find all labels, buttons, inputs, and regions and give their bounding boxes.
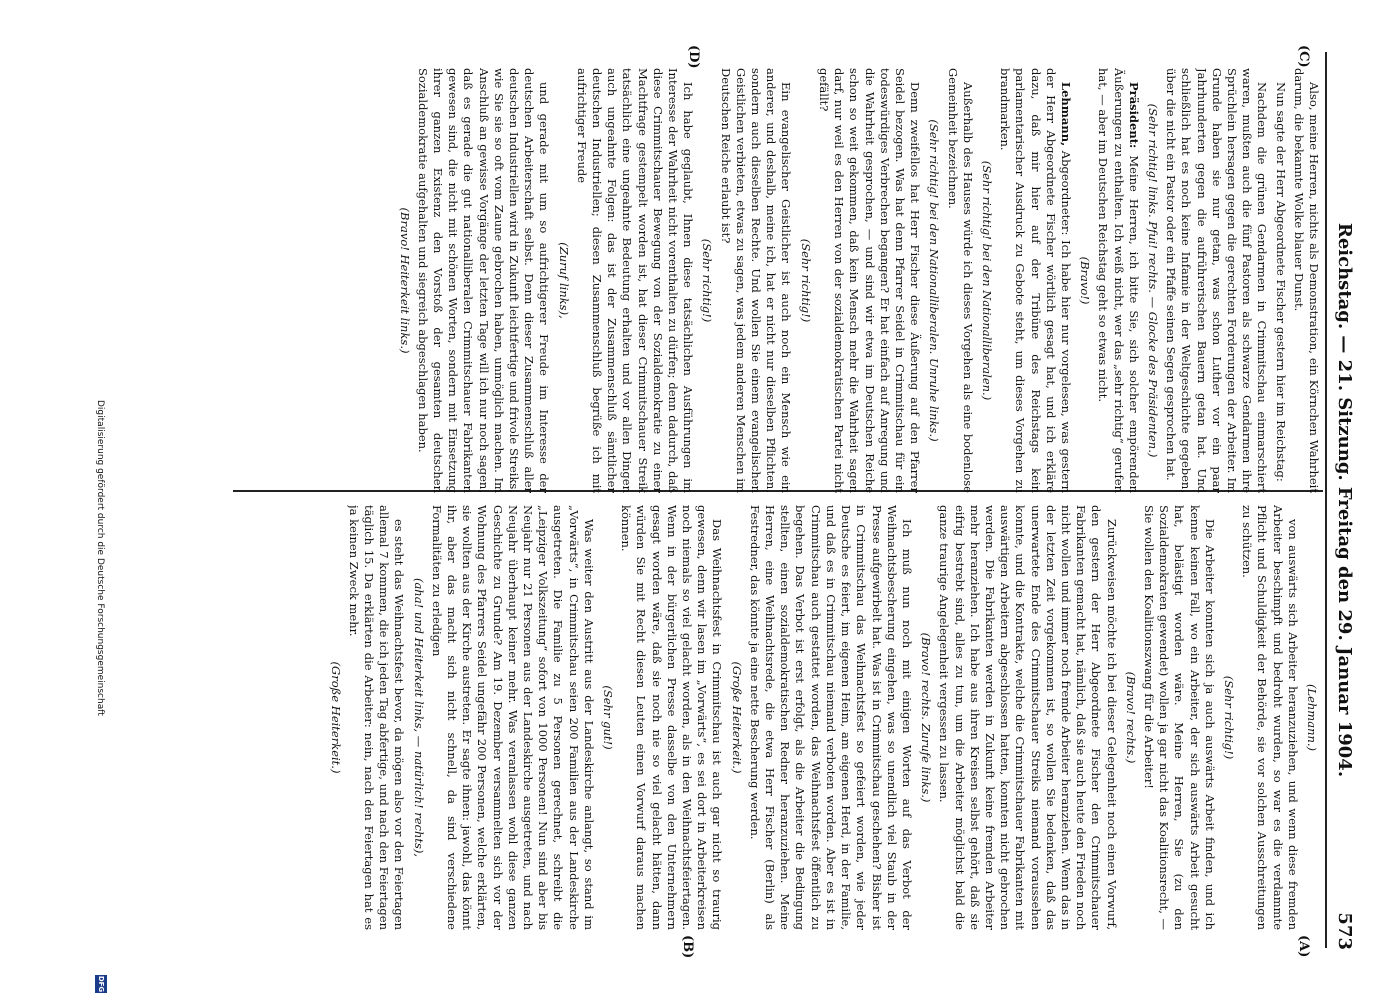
paragraph: Ich habe geglaubt, Ihnen diese tatsächlichen Ausführungen im Interesse der Wahrheit nicht vorenthalten zu dürfen; denn dadurch, daß diese Crimmitschauer Bewegung von der Sozialdemokratie zu einer Machtfrage gestempelt worden ist, hat dieser Crimmitschauer Streik tatsächlich eine ungeahnte Bedeutung erhalten und vor allen Dingen auch ungeahnte Folgen: das ist der Zusammenschluß sämtlicher deutschen Industriellen; diesen Zusammenschluß begrüße ich mit aufrichtiger Freude [574,68,696,493]
reaction: (Große Heiterkeit.) [328,661,343,774]
page-header [1325,50,1355,950]
margin-mark-a: (A) [1296,935,1311,958]
reaction: (Sehr richtig!) [700,238,715,323]
quoted-paragraph: Nachdem die grünen Gendarmen in Crimmitschau einmarschiert waren, mußten auch die fünf Pastoren als schwarze Gendarmen ihre Sprüchlein hersagen gegen die gerechten Forderungen der Arbeiter. Im Grunde haben sie nur getan, was schon Luther vor ein paar Jahrhunderten gegen die aufrührerischen Bauern getan hat. Und schließlich hat es noch keine Infamie in der Weltgeschichte gegeben, über die nicht ein Pastor oder ein Pfaffe seinen Segen gesprochen hat. [1164,68,1270,493]
reaction: (Große Heiterkeit.) [729,661,744,774]
paragraph: Ich muß nun noch mit einigen Worten auf das Verbot der Weihnachtsbescherung eingehen, was so unendlich viel Staub in der Presse aufgewirbelt hat. Was ist in Crimmitschau geschehen? Bisher ist in Crimmitschau das Weihnachtsfest so gefeiert worden, wie jeder Deutsche es feiert, im eigenen Heim, am eigenen Herd, in der Familie, und daß es in Crimmitschau niemand verboten worden. Aber es ist in Crimmitschau auch gestattet worden, das Weihnachtsfest öffentlich zu begehen. Das Verbot ist erst erfolgt, als die Arbeiter die Bedingung stellten, einen sozialdemokratischen Redner heranzuziehen. Meine Herren, eine Weihnachtsrede, die etwa Herr Fischer (Berlin) als Festredner, das könnte ja eine nette Bescherung werden. [747,505,914,930]
reaction: (Bravo! Heiterkeit links.) [397,207,412,354]
margin-mark-b: (B) [680,935,695,959]
reaction: (Sehr richtig! bei den Nationalliberalen. Unruhe links.) [927,119,942,442]
speaker-name: Präsident: [1126,82,1141,149]
paragraph: Ein evangelischer Geistlicher ist auch noch ein Mensch wie ein anderer, und deshalb, meine ich, hat er nicht nur dieselben Pflichten, sondern auch dieselben Rechte. Und wollen Sie einem evangelischen Geistlichen verbieten, etwas zu sagen, was jedem anderen Menschen im Deutschen Reiche erlaubt ist? [718,68,794,493]
paragraph: von auswärts sich Arbeiter heranzuziehen, und wenn diese fremden Arbeiter beschimpft und bedroht wurden, so war es die verdammte Pflicht und Schuldigkeit der Behörde, sie vor solchen Ausschreitungen zu schützen. [1240,505,1300,930]
speaker-role: Abgeordneter: [1058,150,1073,236]
left-column [201,505,1321,930]
reaction: (Zuruf links), [556,242,571,319]
paragraph: Denn zweifellos hat Herr Fischer diese Äußerung auf den Pfarrer Seidel bezogen. Was hat denn Pfarrer Seidel in Crimmitschau für ein todeswürdiges Verbrechen begangen? Er hat einfach auf Anregung und die Wahrheit gesprochen, — und sind wir etwa im Deutschen Reiche schon so weit gekommen, daß kein Mensch mehr die Wahrheit sagen darf, nur weil es den Herren von der sozialdemokratischen Partei nicht gefällt? [816,68,923,493]
paragraph: Zurückweisen möchte ich bei dieser Gelegenheit noch einen Vorwurf, den gestern der Herr Abgeordnete Fischer den Crimmitschauer Fabrikanten gemacht hat, nämlich, daß sie auch heute den Frieden noch nicht wollen und immer noch fremde Arbeiter heranziehen. Wenn das in der letzten Zeit vorgekommen ist, so wollen Sie bedenken, daß das unerwartete Ende des Crimmitschauer Streiks niemand voraussehen konnte, und die Kontrakte, welche die Crimmitschauer Fabrikanten mit auswärtigen Arbeitern abgeschlossen hatten, konnten nicht gebrochen werden. Die Fabrikanten werden in Zukunft keine fremden Arbeiter mehr heranziehen. Ich habe aus ihren Kreisen selbst gehört, daß sie eifrig bestrebt sind, alles zu tun, um die Arbeiter möglichst bald die ganze traurige Angelegenheit vergessen zu lassen. [937,505,1119,930]
margin-mark-c: (C) [1296,45,1311,68]
paragraph: Also, meine Herren, nichts als Demonstration, ein Körnchen Wahrheit darum, die bekannte Wolke blauer Dunst. [1291,68,1321,493]
paragraph: es steht das Weihnachtsfest bevor, da mögen also vor den Feiertagen allemal 7 kommen, die ich jeden Tag abfertige, und nach den Feiertagen täglich 15. Da erklärten die Arbeiter: nein, nach den Feiertagen hat es ja keinen Zweck mehr. [346,505,407,930]
header-title: Reichstag. — 21. Sitzung. Freitag den 29. Januar 1904. [1334,222,1355,778]
right-column [201,68,1321,493]
speaker-tag: (Lehmann.) [1305,683,1319,752]
paragraph [997,68,1073,493]
reaction: (Bravo! rechts.) [1123,671,1138,764]
paragraph [1095,68,1141,493]
reaction: (Bravo!) [1078,256,1093,305]
dfg-logo: DFG [97,975,105,993]
reaction: (Bravo! rechts. Zurufe links.) [919,632,934,803]
footer-text: Digitalisierung gefördert durch die Deutsche Forschungsgemeinschaft [95,400,105,716]
margin-mark-d: (D) [686,45,701,69]
paragraph: Nun sagte der Herr Abgeordnete Fischer gestern hier im Reichstag: [1273,82,1288,482]
reaction: (Sehr gut!) [601,685,616,750]
paragraph: Die Arbeiter konnten sich ja auch auswärts Arbeit finden, und ich kenne keinen Fall, wo ein Arbeiter, der sich auswärts Arbeit gesucht hat, belästigt worden wäre. Meine Herren, Sie (zu den Sozialdemokraten gewendet) wollen ja gar nicht das Koalitionsrecht, — Sie wollen den Koalitionszwang für die Arbeiter! [1141,505,1217,930]
paragraph: und gerade mit um so aufrichtigerer Freude im Interesse der deutschen Arbeiterschaft selbst. Denn dieser Zusammenschluß aller deutschen Industriellen wird in Zukunft leichtfertige und frivole Streiks, wie Sie sie so oft vom Zaune gebrochen haben, unmöglich machen. Im Anschluß an gewisse Vorgänge der letzten Tage will ich nur noch sagen, daß es gerade die gut nationalliberalen Crimmitschauer Fabrikanten gewesen sind, die nicht mit schönen Worten, sondern mit Einsetzung ihrer ganzen Existenz den Vorstoß der gesamten deutschen Sozialdemokratie aufgehalten und siegreich abgeschlagen haben. [415,68,552,493]
paragraph: Außerhalb des Hauses würde ich dieses Vorgehen als eine bodenlose Gemeinheit bezeichnen. [945,68,975,493]
reaction: (Sehr richtig!) [798,238,813,323]
speech-text: Meine Herren, ich bitte Sie, sich solcher empörenden Äußerungen zu enthalten. Ich weiß nicht, wer das „sehr richtig“ gerufen hat, — aber im Deutschen Reichstag geht so etwas nicht. [1096,68,1141,493]
reaction: (Sehr richtig!) [1221,675,1236,760]
paragraph: Was weiter den Austritt aus der Landeskirche anlangt, so stand im „Vorwärts“, in Crimmitschau seien 200 Familien aus der Landeskirche ausgetreten. Die Familie zu 5 Personen gerechnet, schreibt die „Leipziger Volkszeitung“ sofort von 1000 Personen! Nun sind aber bis Neujahr nur 21 Personen aus der Landeskirche ausgetreten, und nach Neujahr überhaupt keiner mehr. Was veranlassen wohl diese ganzen Geschichte zu Grunde? Am 19. Dezember versammelten sich vor der Wohnung des Pfarrers Seidel ungefähr 200 Personen, welche erklärten, sie wollten aus der Kirche austreten. Er sagte ihnen: jawohl, das könnt ihr, aber das macht sich nicht schnell, da sind verschiedene Formalitäten zu erledigen [429,505,596,930]
header-rule [1325,52,1327,948]
reaction: (Sehr richtig! links. Pfui! rechts. — Glocke des Präsidenten.) [1145,103,1160,458]
reaction: (Sehr richtig! bei den Nationalliberalen.) [979,160,994,401]
reaction: (aha! und Heiterkeit links, — natürlich! rechts), [411,577,426,858]
paragraph: Das Weihnachtsfest in Crimmitschau ist auch gar nicht so traurig gewesen, denn wir lasen im „Vorwärts“, es sei dort in Arbeiterkreisen noch niemals so viel gelacht worden, als in den Weihnachtsfeiertagen. Wenn in der bürgerlichen Presse dasselbe von den Unternehmern gesagt worden wäre, daß sie noch nie so viel gelacht hätten, dann würden Sie mit Recht diesen Leuten einen Vorwurf daraus machen können. [619,505,725,930]
speaker-name: Lehmann, [1058,82,1073,147]
speech-text: Ich habe hier nur vorgelesen, was gestern der Herr Abgeordnete Fischer wörtlich gesagt hat, und ich erkläre dazu, daß mir hier auf der Tribüne des Reichstags kein parlamentarischer Ausdruck zu Gebote steht, um dieses Vorgehen zu brandmarken. [998,68,1073,493]
page-number: 573 [1334,912,1355,950]
